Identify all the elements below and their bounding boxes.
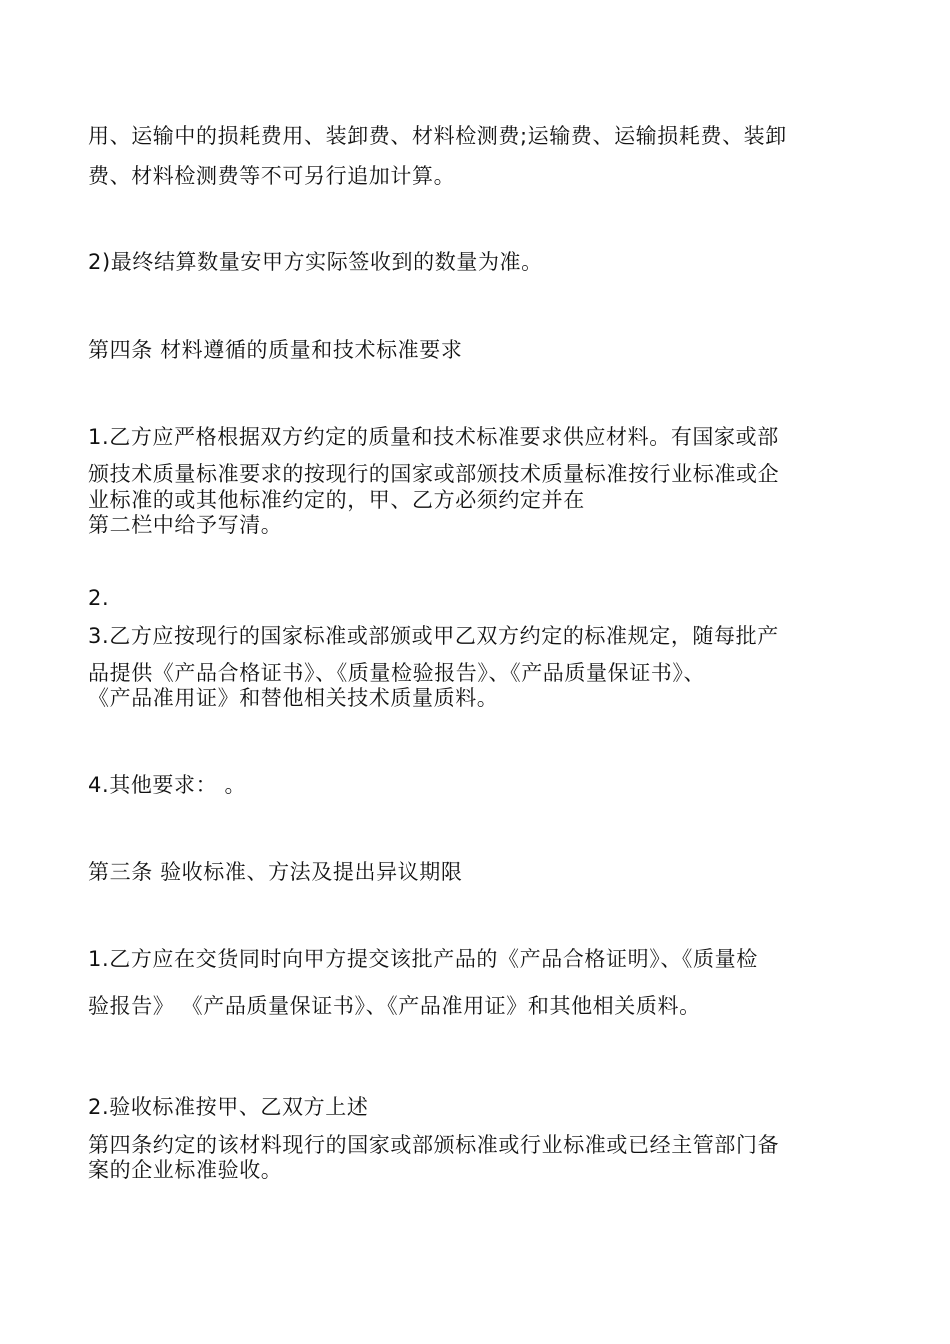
- text-line: 2.: [88, 586, 110, 610]
- text-line: 2)最终结算数量安甲方实际签收到的数量为准。: [88, 250, 543, 274]
- text-line: 第四条约定的该材料现行的国家或部颁标准或行业标准或已经主管部门备: [88, 1133, 780, 1157]
- text-line: 3.乙方应按现行的国家标准或部颁或甲乙双方约定的标准规定，随每批产: [88, 624, 779, 648]
- text-line: 2.验收标准按甲、乙双方上述: [88, 1095, 369, 1119]
- section-heading: 第四条 材料遵循的质量和技术标准要求: [88, 338, 463, 362]
- text-line: 验报告》 《产品质量保证书》、《产品准用证》和其他相关质料。: [88, 994, 701, 1018]
- text-line: 《产品准用证》和替他相关技术质量质料。: [88, 686, 499, 710]
- text-line: 业标准的或其他标准约定的，甲、乙方必须约定并在: [88, 488, 585, 512]
- text-line: 颁技术质量标准要求的按现行的国家或部颁技术质量标准按行业标准或企: [88, 462, 780, 486]
- text-line: 品提供《产品合格证书》、《质量检验报告》、《产品质量保证书》、: [88, 661, 706, 685]
- text-line: 1.乙方应严格根据双方约定的质量和技术标准要求供应材料。有国家或部: [88, 425, 779, 449]
- text-line: 用、运输中的损耗费用、装卸费、材料检测费;运输费、运输损耗费、装卸: [88, 124, 787, 148]
- text-line: 4.其他要求： 。: [88, 773, 247, 797]
- text-line: 案的企业标准验收。: [88, 1158, 283, 1182]
- text-line: 1.乙方应在交货同时向甲方提交该批产品的《产品合格证明》、《质量检: [88, 947, 758, 971]
- text-line: 第二栏中给予写清。: [88, 513, 283, 537]
- section-heading: 第三条 验收标准、方法及提出异议期限: [88, 860, 463, 884]
- text-line: 费、材料检测费等不可另行追加计算。: [88, 164, 456, 188]
